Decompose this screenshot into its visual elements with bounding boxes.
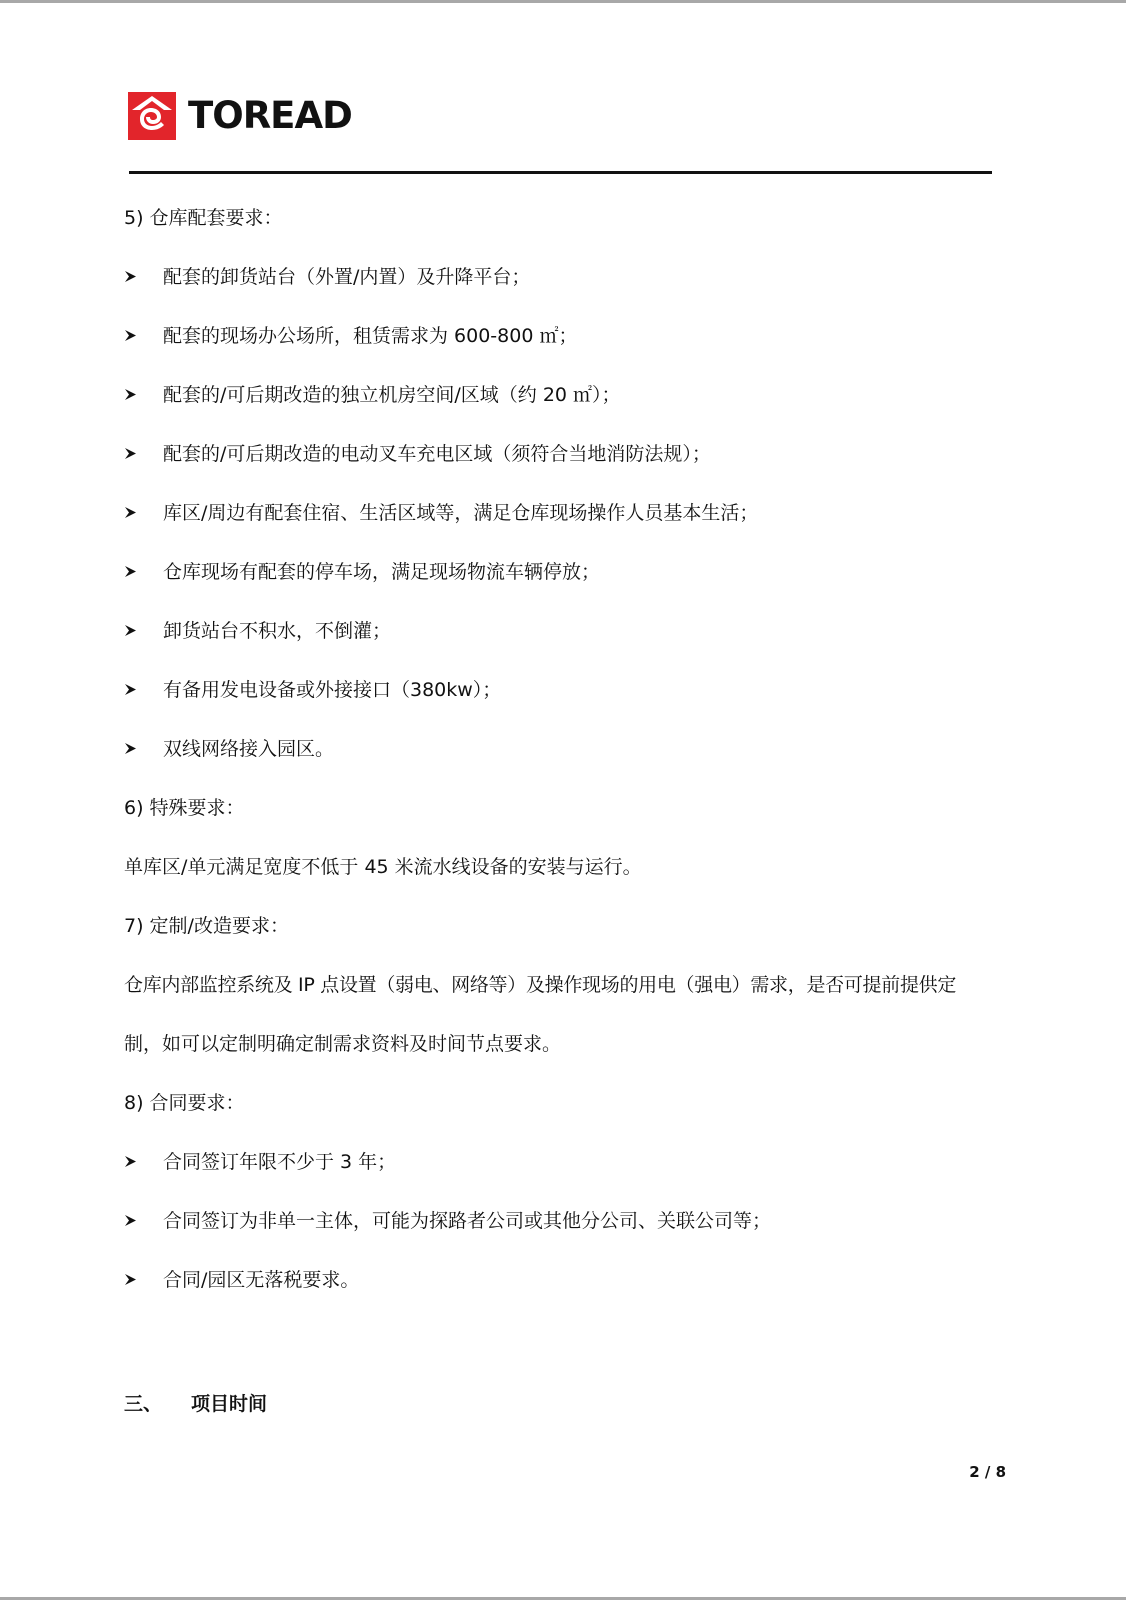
arrow-bullet-icon xyxy=(125,1274,136,1285)
list-item xyxy=(124,548,1014,607)
list-item-text: 有备用发电设备或外接接口（380kw）； xyxy=(163,679,502,701)
arrow-bullet-icon xyxy=(125,1215,136,1226)
list-item-text: 配套的/可后期改造的电动叉车充电区域（须符合当地消防法规）； xyxy=(163,443,711,465)
arrow-bullet-icon xyxy=(125,448,136,459)
list-item-text: 合同/园区无落税要求。 xyxy=(163,1269,360,1291)
document-body xyxy=(124,194,1014,1315)
list-item xyxy=(124,1256,1014,1315)
arrow-bullet-icon xyxy=(125,1156,136,1167)
page-number: 2 / 8 xyxy=(969,1463,1006,1481)
section-6-title: 6) 特殊要求： xyxy=(124,797,245,819)
list-item xyxy=(124,489,1014,548)
list-item-text: 合同签订年限不少于 3 年； xyxy=(163,1151,397,1173)
section-7-title: 7) 定制/改造要求： xyxy=(124,915,289,937)
top-border xyxy=(0,0,1126,3)
header-divider xyxy=(129,171,992,174)
arrow-bullet-icon xyxy=(125,625,136,636)
section-three-number: 三、 xyxy=(124,1393,163,1415)
list-item-text: 仓库现场有配套的停车场，满足现场物流车辆停放； xyxy=(163,561,601,583)
list-item xyxy=(124,253,1014,312)
toread-logo-mark-icon xyxy=(128,92,176,140)
list-item-text: 合同签订为非单一主体，可能为探路者公司或其他分公司、关联公司等； xyxy=(163,1210,772,1232)
section-three-heading xyxy=(124,1380,267,1428)
arrow-bullet-icon xyxy=(125,507,136,518)
section-three-title: 项目时间 xyxy=(191,1393,268,1415)
arrow-bullet-icon xyxy=(125,389,136,400)
list-item-text: 卸货站台不积水，不倒灌； xyxy=(163,620,392,642)
list-item-text: 配套的卸货站台（外置/内置）及升降平台； xyxy=(163,266,531,288)
list-item xyxy=(124,607,1014,666)
arrow-bullet-icon xyxy=(125,743,136,754)
list-item-text: 双线网络接入园区。 xyxy=(163,738,335,760)
list-item-text: 配套的/可后期改造的独立机房空间/区域（约 20 ㎡）； xyxy=(163,384,621,406)
list-item xyxy=(124,430,1014,489)
section-8-title: 8) 合同要求： xyxy=(124,1092,245,1114)
arrow-bullet-icon xyxy=(125,684,136,695)
section-7-text-line-2: 制，如可以定制明确定制需求资料及时间节点要求。 xyxy=(124,1033,562,1055)
list-item xyxy=(124,371,1014,430)
list-item-text: 配套的现场办公场所，租赁需求为 600-800 ㎡； xyxy=(163,325,578,347)
list-item xyxy=(124,1197,1014,1256)
arrow-bullet-icon xyxy=(125,271,136,282)
list-item xyxy=(124,1138,1014,1197)
arrow-bullet-icon xyxy=(125,566,136,577)
list-item-text: 库区/周边有配套住宿、生活区域等，满足仓库现场操作人员基本生活； xyxy=(163,502,759,524)
arrow-bullet-icon xyxy=(125,330,136,341)
logo-text: TOREAD xyxy=(188,94,352,137)
section-6-text: 单库区/单元满足宽度不低于 45 米流水线设备的安装与运行。 xyxy=(124,856,642,878)
list-item xyxy=(124,312,1014,371)
section-7-text-line-1: 仓库内部监控系统及 IP 点设置（弱电、网络等）及操作现场的用电（强电）需求，是否可提前提供定 xyxy=(124,974,957,996)
list-item xyxy=(124,725,1014,784)
toread-logo xyxy=(128,92,352,140)
section-5-title: 5) 仓库配套要求： xyxy=(124,207,283,229)
list-item xyxy=(124,666,1014,725)
